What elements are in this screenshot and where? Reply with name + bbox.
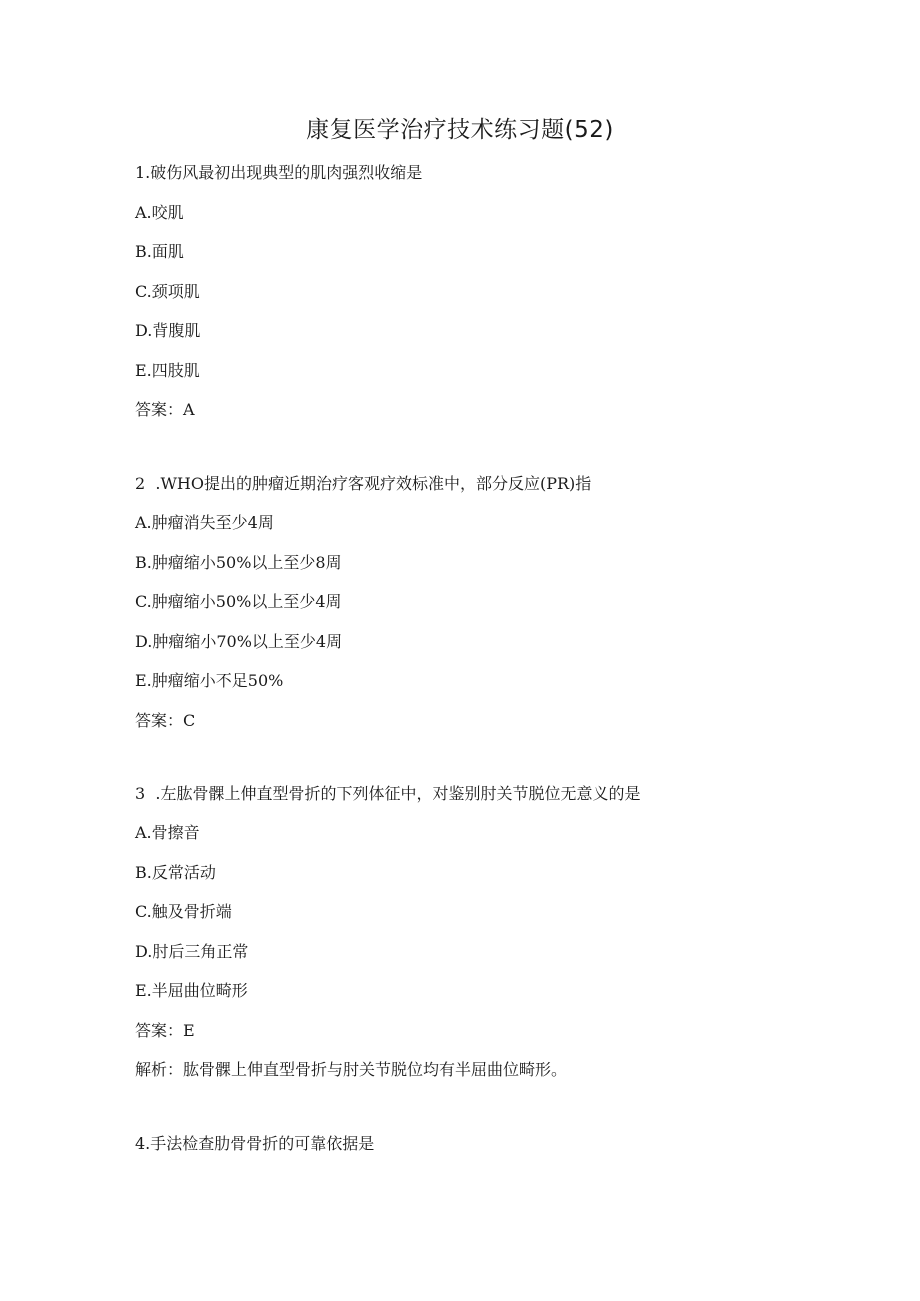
question-2-option-a: A.肿瘤消失至少4周 <box>135 513 274 532</box>
question-1-option-e: E.四肢肌 <box>135 361 200 380</box>
question-1-option-c: C.颈项肌 <box>135 282 200 301</box>
question-3-stem: 3 .左肱骨髁上伸直型骨折的下列体征中，对鉴别肘关节脱位无意义的是 <box>135 784 641 803</box>
question-3-answer: 答案：E <box>135 1021 195 1040</box>
question-3-option-a: A.骨擦音 <box>135 823 200 842</box>
question-2-stem: 2 .WHO提出的肿瘤近期治疗客观疗效标准中，部分反应(PR)指 <box>135 474 592 493</box>
question-1-stem: 1.破伤风最初出现典型的肌肉强烈收缩是 <box>135 163 423 182</box>
question-1-answer: 答案：A <box>135 400 195 419</box>
question-2-option-e: E.肿瘤缩小不足50% <box>135 671 284 690</box>
question-2-option-c: C.肿瘤缩小50%以上至少4周 <box>135 592 342 611</box>
question-3-analysis: 解析：肱骨髁上伸直型骨折与肘关节脱位均有半屈曲位畸形。 <box>135 1060 568 1079</box>
question-4-stem: 4.手法检查肋骨骨折的可靠依据是 <box>135 1134 375 1153</box>
question-3-option-e: E.半屈曲位畸形 <box>135 981 248 1000</box>
document-title: 康复医学治疗技术练习题(52) <box>306 117 614 143</box>
question-2-answer: 答案：C <box>135 711 196 730</box>
question-3-option-d: D.肘后三角正常 <box>135 942 249 961</box>
question-1-option-b: B.面肌 <box>135 242 184 261</box>
question-1-option-a: A.咬肌 <box>135 203 184 222</box>
question-2-option-b: B.肿瘤缩小50%以上至少8周 <box>135 553 342 572</box>
question-3-option-c: C.触及骨折端 <box>135 902 232 921</box>
question-2-option-d: D.肿瘤缩小70%以上至少4周 <box>135 632 343 651</box>
question-1-option-d: D.背腹肌 <box>135 321 201 340</box>
question-3-option-b: B.反常活动 <box>135 863 216 882</box>
